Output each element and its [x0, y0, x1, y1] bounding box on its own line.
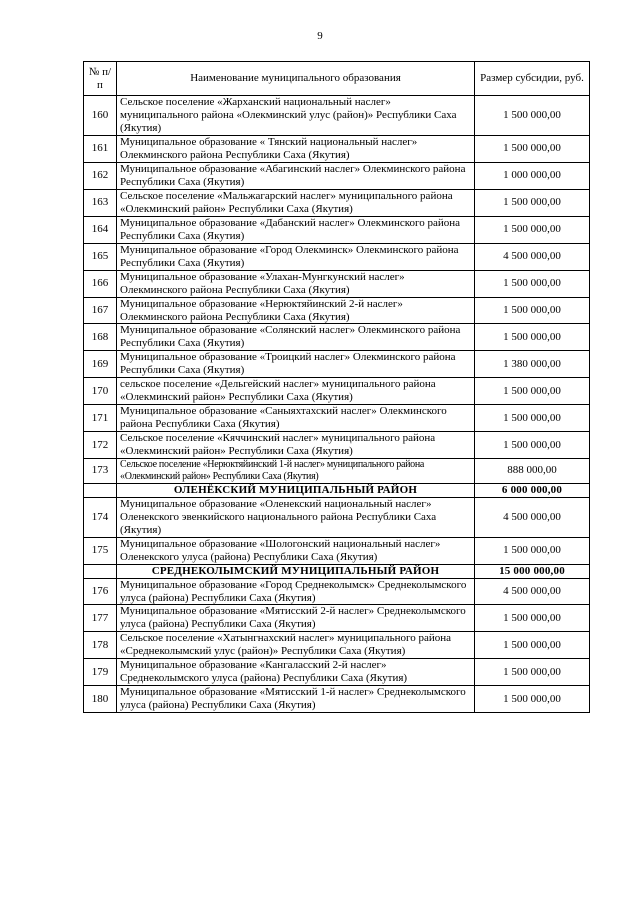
- subsidy-amount: 1 500 000,00: [475, 405, 590, 432]
- subsidy-amount: 1 500 000,00: [475, 537, 590, 564]
- row-number: 177: [84, 605, 117, 632]
- subsidy-table: [83, 61, 590, 713]
- subsidy-amount: 1 500 000,00: [475, 297, 590, 324]
- subsidy-amount: 1 500 000,00: [475, 686, 590, 713]
- subsidy-amount: 1 500 000,00: [475, 189, 590, 216]
- table-row: [84, 378, 590, 405]
- municipality-name: Муниципальное образование «Дабанский наслег» Олекминского района Республики Саха (Якутия): [117, 216, 475, 243]
- municipality-name: Муниципальное образование «Солянский наслег» Олекминского района Республики Саха (Якутия): [117, 324, 475, 351]
- row-number: 174: [84, 497, 117, 537]
- row-number: 176: [84, 578, 117, 605]
- municipality-name: Муниципальное образование «Троицкий наслег» Олекминского района Республики Саха (Якутия): [117, 351, 475, 378]
- row-number: 175: [84, 537, 117, 564]
- row-number: 160: [84, 96, 117, 136]
- row-number: 167: [84, 297, 117, 324]
- municipality-name: Муниципальное образование «Мятисский 1-й наслег» Среднеколымского улуса (района) Республики Саха (Якутия): [117, 686, 475, 713]
- region-total-amount: 6 000 000,00: [475, 483, 590, 497]
- region-header-row: [84, 483, 590, 497]
- row-number: 166: [84, 270, 117, 297]
- table-row: [84, 324, 590, 351]
- municipality-name: Муниципальное образование «Шологонский национальный наслег» Оленекского улуса (района) Республики Саха (Якутия): [117, 537, 475, 564]
- municipality-name: Муниципальное образование «Саныяхтахский наслег» Олекминского района Республики Саха (Якутия): [117, 405, 475, 432]
- subsidy-amount: 4 500 000,00: [475, 243, 590, 270]
- row-number: 163: [84, 189, 117, 216]
- row-number: 173: [84, 459, 117, 484]
- row-number: 169: [84, 351, 117, 378]
- municipality-name: Муниципальное образование «Абагинский наслег» Олекминского района Республики Саха (Якутия): [117, 162, 475, 189]
- subsidy-amount: 1 500 000,00: [475, 659, 590, 686]
- subsidy-amount: 1 500 000,00: [475, 632, 590, 659]
- table-row: [84, 270, 590, 297]
- row-number: 178: [84, 632, 117, 659]
- header-amount: Размер субсидии, руб.: [475, 62, 590, 96]
- table-row: [84, 659, 590, 686]
- row-number: 180: [84, 686, 117, 713]
- subsidy-amount: 1 000 000,00: [475, 162, 590, 189]
- municipality-name: Сельское поселение «Мальжагарский наслег» муниципального района «Олекминский район» Республики Саха (Якутия): [117, 189, 475, 216]
- municipality-name: Муниципальное образование «Город Олекминск» Олекминского района Республики Саха (Якутия): [117, 243, 475, 270]
- subsidy-amount: 1 500 000,00: [475, 605, 590, 632]
- subsidy-amount: 1 500 000,00: [475, 432, 590, 459]
- subsidy-amount: 888 000,00: [475, 459, 590, 484]
- table-row: [84, 135, 590, 162]
- row-number: 179: [84, 659, 117, 686]
- region-name: СРЕДНЕКОЛЫМСКИЙ МУНИЦИПАЛЬНЫЙ РАЙОН: [117, 564, 475, 578]
- subsidy-amount: 4 500 000,00: [475, 578, 590, 605]
- region-header-row: [84, 564, 590, 578]
- header-num: № п/п: [84, 62, 117, 96]
- row-number: 171: [84, 405, 117, 432]
- header-name: Наименование муниципального образования: [117, 62, 475, 96]
- municipality-name: Сельское поселение «Хатынгнахский наслег» муниципального района «Среднеколымский улус (район)» Республики Саха (Якутия): [117, 632, 475, 659]
- municipality-name: Сельское поселение «Жарханский национальный наслег» муниципального района «Олекминский улус (район)» Республики Саха (Якутия): [117, 96, 475, 136]
- region-num-cell: [84, 483, 117, 497]
- row-number: 161: [84, 135, 117, 162]
- subsidy-amount: 1 500 000,00: [475, 135, 590, 162]
- row-number: 164: [84, 216, 117, 243]
- table-row: [84, 432, 590, 459]
- table-row: [84, 405, 590, 432]
- table-row: [84, 459, 590, 484]
- table-row: [84, 351, 590, 378]
- subsidy-amount: 4 500 000,00: [475, 497, 590, 537]
- table-row: [84, 162, 590, 189]
- table-row: [84, 578, 590, 605]
- table-body: [84, 96, 590, 713]
- subsidy-amount: 1 500 000,00: [475, 270, 590, 297]
- table-row: [84, 497, 590, 537]
- table-row: [84, 605, 590, 632]
- page-number: 9: [317, 30, 323, 42]
- subsidy-amount: 1 380 000,00: [475, 351, 590, 378]
- table-row: [84, 632, 590, 659]
- region-total-amount: 15 000 000,00: [475, 564, 590, 578]
- table-row: [84, 686, 590, 713]
- municipality-name: Муниципальное образование « Тянский национальный наслег» Олекминского района Республики Саха (Якутия): [117, 135, 475, 162]
- table-row: [84, 96, 590, 136]
- table-row: [84, 297, 590, 324]
- subsidy-amount: 1 500 000,00: [475, 378, 590, 405]
- row-number: 170: [84, 378, 117, 405]
- table-row: [84, 537, 590, 564]
- table-row: [84, 189, 590, 216]
- municipality-name: Муниципальное образование «Кангаласский 2-й наслег» Среднеколымского улуса (района) Республики Саха (Якутия): [117, 659, 475, 686]
- municipality-name: Муниципальное образование «Город Среднеколымск» Среднеколымского улуса (района) Республики Саха (Якутия): [117, 578, 475, 605]
- municipality-name: Сельское поселение «Нерюктяйинский 1-й наслег» муниципального района «Олекминский район» Республики Саха (Якутия): [117, 459, 475, 484]
- municipality-name: Муниципальное образование «Оленекский национальный наслег» Оленекского эвенкийского национального района Республики Саха (Якутия): [117, 497, 475, 537]
- table-header-row: [84, 62, 590, 96]
- row-number: 165: [84, 243, 117, 270]
- table-row: [84, 216, 590, 243]
- municipality-name: Муниципальное образование «Мятисский 2-й наслег» Среднеколымского улуса (района) Республики Саха (Якутия): [117, 605, 475, 632]
- region-name: ОЛЕНЁКСКИЙ МУНИЦИПАЛЬНЫЙ РАЙОН: [117, 483, 475, 497]
- table-row: [84, 243, 590, 270]
- row-number: 172: [84, 432, 117, 459]
- region-num-cell: [84, 564, 117, 578]
- subsidy-amount: 1 500 000,00: [475, 324, 590, 351]
- municipality-name: Муниципальное образование «Улахан-Мунгкунский наслег» Олекминского района Республики Саха (Якутия): [117, 270, 475, 297]
- subsidy-amount: 1 500 000,00: [475, 216, 590, 243]
- municipality-name: Муниципальное образование «Нерюктяйинский 2-й наслег» Олекминского района Республики Саха (Якутия): [117, 297, 475, 324]
- municipality-name: сельское поселение «Дельгейский наслег» муниципального района «Олекминский район» Республики Саха (Якутия): [117, 378, 475, 405]
- subsidy-amount: 1 500 000,00: [475, 96, 590, 136]
- row-number: 162: [84, 162, 117, 189]
- municipality-name: Сельское поселение «Кяччинский наслег» муниципального района «Олекминский район» Республики Саха (Якутия): [117, 432, 475, 459]
- row-number: 168: [84, 324, 117, 351]
